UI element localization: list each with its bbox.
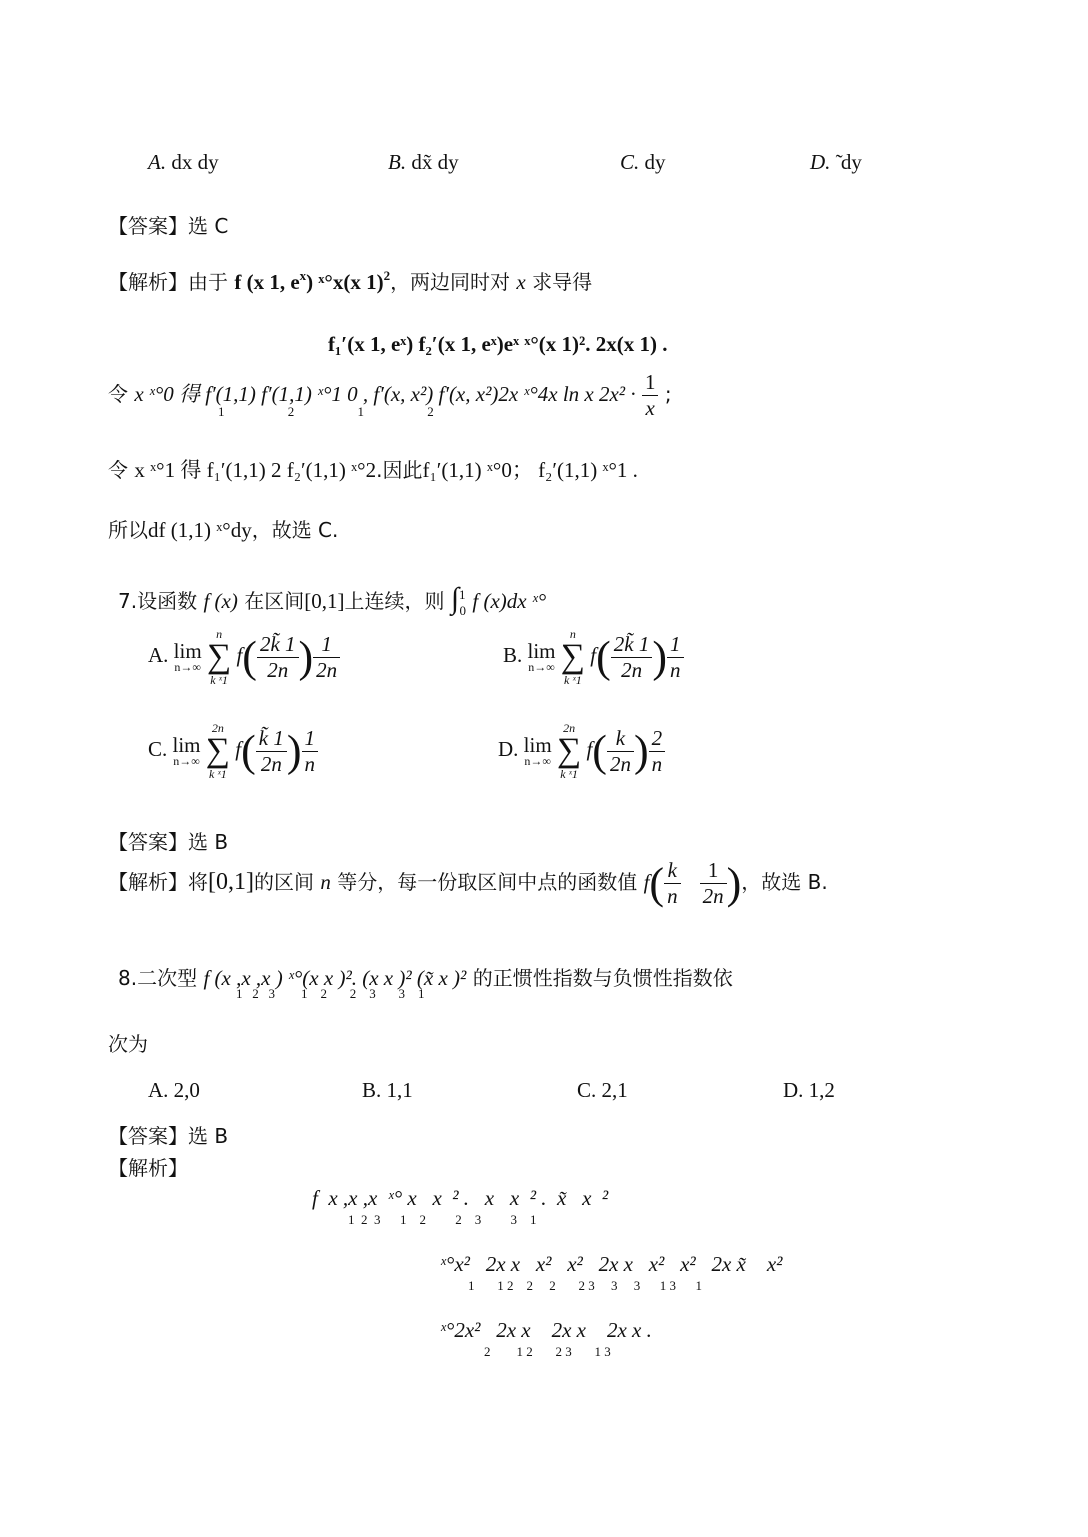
q8-analysis-tag: 【解析】 xyxy=(108,1156,188,1180)
q7-option-b: B. lim n→∞ n ∑ k ˣ1 f( $\frac{2k̃ 1}{2n}$ ) $\frac{1}{n}$ xyxy=(503,628,684,686)
q7-option-d: D. lim n→∞ 2n ∑ k ˣ1 f( $\frac{k}{2n}$ ) $\frac{2}{n}$ xyxy=(498,722,665,780)
q8-option-b: B. 1,1 xyxy=(362,1078,413,1102)
q6-option-c: C. dy xyxy=(620,150,666,174)
q8-derivation-line2-subscripts: 1 1 2 2 2 2 3 3 3 1 3 1 xyxy=(468,1278,702,1293)
q8-stem-continued: 次为 xyxy=(108,1032,148,1056)
q7-option-a: A. lim n→∞ n ∑ k ˣ1 f( $\frac{2k̃ 1}{2n}$ ) $\frac{1}{2n}$ xyxy=(148,628,340,686)
q6-option-b: B. dx̃ dy xyxy=(388,150,459,174)
q6-derivative-equation: f₁′(x 1, eˣ) f₂′(x 1, eˣ)eˣ ˣ°(x 1)². 2x(x 1) . xyxy=(328,332,668,356)
q8-stem: 8.二次型 f (x ,x ,x ) ˣ°(x x )². (x x )² (x̃ x )² 的正惯性指数与负惯性指数依 xyxy=(118,966,733,990)
q6-line3-fraction: $\frac{1}{x}$ xyxy=(642,370,659,421)
q8-derivation-line3: ˣ°2x² 2x x 2x x 2x x . xyxy=(440,1318,652,1342)
q8-derivation-line2: ˣ°x² 2x x x² x² 2x x x² x² 2x x̃ x² xyxy=(440,1252,783,1276)
q6-option-a: A. dx dy xyxy=(148,150,219,174)
q8-derivation-line3-subscripts: 2 1 2 2 3 1 3 xyxy=(484,1344,611,1359)
q7-answer: 【答案】选 B xyxy=(108,830,229,854)
q7-stem: 7.设函数 f (x) 在区间[0,1]上连续，则 ∫$^1_0$ f (x)dx ˣ° xyxy=(118,582,547,618)
q8-derivation-line1: f x ,x ,x ˣ° x x ² . x x ² . x̃ x ² xyxy=(312,1186,609,1210)
q6-answer: 【答案】选 C xyxy=(108,214,229,238)
q8-option-c: C. 2,1 xyxy=(577,1078,628,1102)
q6-analysis-line1: 【解析】由于 f (x 1, $e^x$) ˣ°x(x 1)$^2$，两边同时对 x 求导得 xyxy=(108,268,593,294)
q8-option-d: D. 1,2 xyxy=(783,1078,835,1102)
q7-analysis: 【解析】将[0,1]的区间 n 等分，每一份取区间中点的函数值 f( $\frac{k}{n}$ $\frac{1}{2n}$ )，故选 B. xyxy=(108,858,828,908)
q8-answer: 【答案】选 B xyxy=(108,1124,229,1148)
q6-line3: 令 x ˣ°0 得 f′(1,1) f′(1,1) ˣ°1 0 , f′(x, x²) f′(x, x²)2x ˣ°4x ln x 2x² · $\frac{1}{x}$ ; xyxy=(108,370,672,420)
q8-stem-subscripts: 1 2 3 1 2 2 3 3 1 xyxy=(236,986,425,1001)
q6-line4: 令 x ˣ°1 得 f₁′(1,1) 2 f₂′(1,1) ˣ°2.因此f₁′(1,1) ˣ°0； f₂′(1,1) ˣ°1 . xyxy=(108,458,638,482)
q8-derivation-line1-subscripts: 1 2 3 1 2 2 3 3 1 xyxy=(348,1212,537,1227)
q6-option-d: D. ̃ dy xyxy=(810,150,862,174)
q7-option-c: C. lim n→∞ 2n ∑ k ˣ1 f( $\frac{k̃ 1}{2n}$ ) $\frac{1}{n}$ xyxy=(148,722,318,780)
q6-line5: 所以df (1,1) ˣ°dy，故选 C. xyxy=(108,518,339,542)
q6-line3-subscripts: 1 2 1 2 xyxy=(218,404,434,419)
q8-option-a: A. 2,0 xyxy=(148,1078,200,1102)
